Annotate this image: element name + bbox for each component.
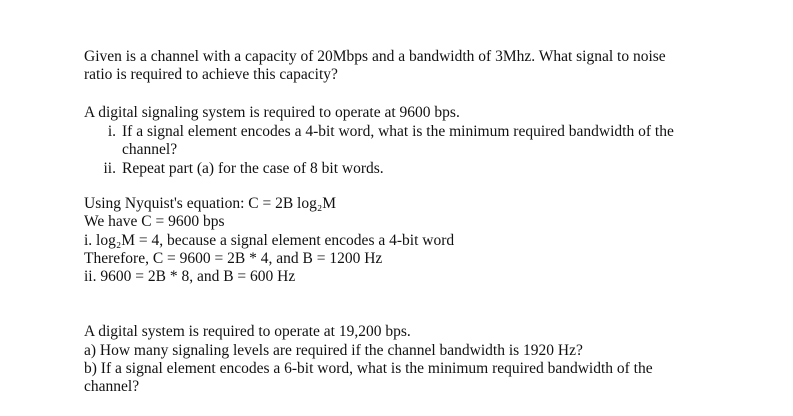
item-marker: i. — [107, 123, 116, 140]
question3-line: channel? — [84, 378, 140, 395]
solution-line: ii. 9600 = 2B * 8, and B = 600 Hz — [84, 268, 296, 285]
solution-line: Therefore, C = 9600 = 2B * 4, and B = 1200 Hz — [84, 250, 383, 267]
question3-line: b) If a signal element encodes a 6-bit word, what is the minimum required bandwidth of the — [84, 360, 653, 377]
question2-intro: A digital signaling system is required to operate at 9600 bps. — [84, 104, 460, 121]
question3-line: A digital system is required to operate at 19,200 bps. — [84, 323, 411, 340]
question2-item-i — [96, 123, 736, 159]
item-text-line1: Repeat part (a) for the case of 8 bit words. — [122, 160, 384, 177]
item-marker: ii. — [103, 160, 116, 177]
question2-item-ii — [96, 160, 736, 178]
question3-line: a) How many signaling levels are required if the channel bandwidth is 1920 Hz? — [84, 342, 583, 359]
solution-line: i. log₂M = 4, because a signal element encodes a 4-bit word — [84, 232, 455, 249]
solution-line: Using Nyquist's equation: C = 2B log₂M — [84, 195, 337, 212]
question1-line2: ratio is required to achieve this capacity? — [84, 66, 338, 83]
item-text-line2: channel? — [122, 141, 178, 158]
question1-line1: Given is a channel with a capacity of 20Mbps and a bandwidth of 3Mhz. What signal to noise — [84, 48, 666, 65]
item-text-line1: If a signal element encodes a 4-bit word, what is the minimum required bandwidth of the — [122, 123, 674, 140]
solution-line: We have C = 9600 bps — [84, 213, 225, 230]
